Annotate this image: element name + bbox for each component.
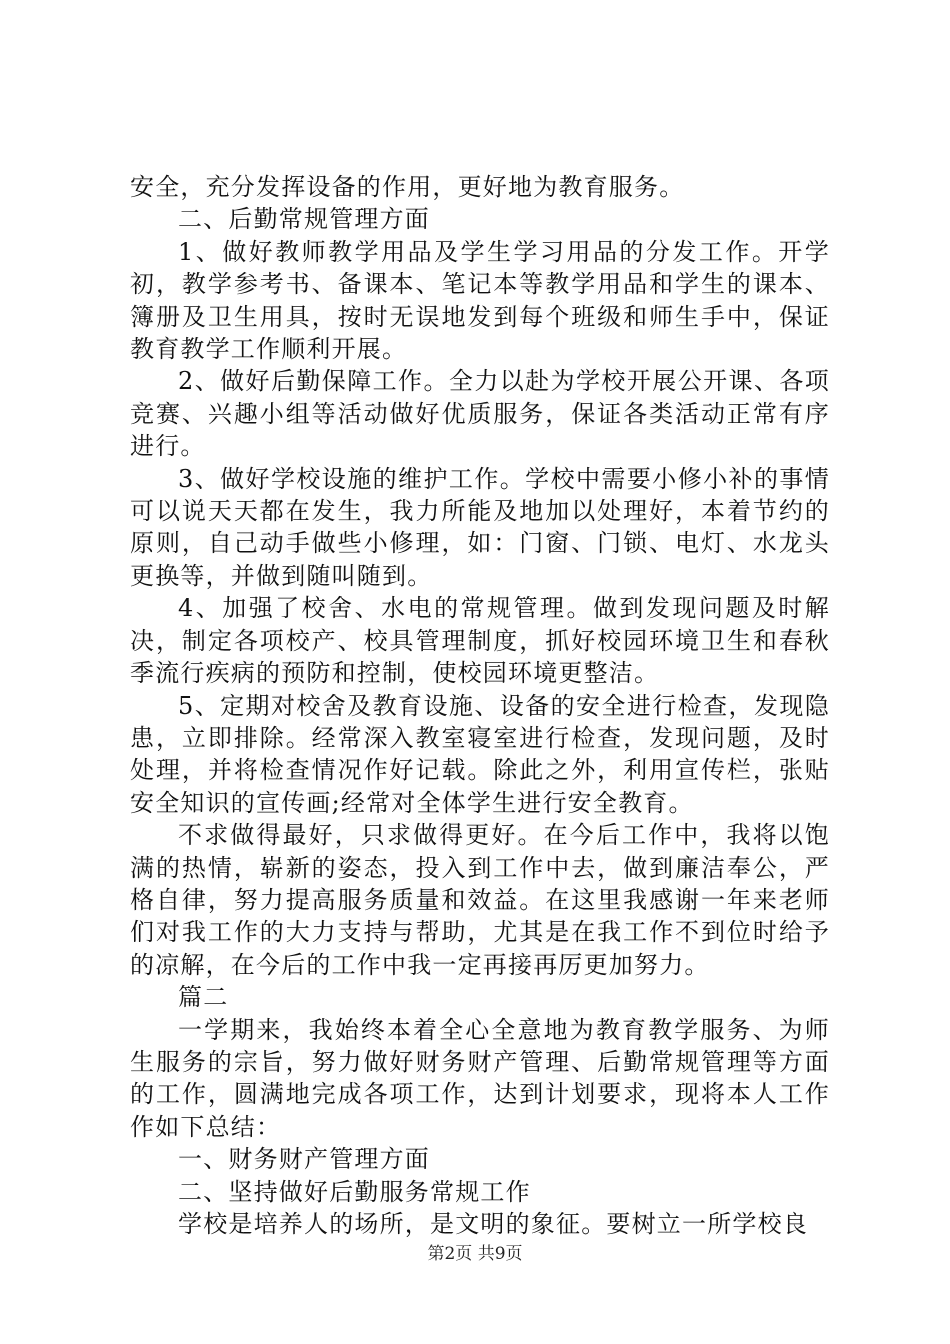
paragraph: 5、定期对校舍及教育设施、设备的安全进行检查，发现隐患，立即排除。经常深入教室寝室进行检查，发现问题，及时处理，并将检查情况作好记载。除此之外，利用宣传栏，张贴安全知识的宣传画;经常对全体学生进行安全教育。 — [130, 691, 830, 817]
section-heading: 一、财务财产管理方面 — [178, 1145, 430, 1174]
paragraph: 4、加强了校舍、水电的常规管理。做到发现问题及时解决，制定各项校产、校具管理制度，抓好校园环境卫生和春秋季流行疾病的预防和控制，使校园环境更整洁。 — [130, 594, 830, 688]
section-heading: 篇二 — [178, 983, 229, 1012]
section-heading: 二、后勤常规管理方面 — [178, 205, 430, 234]
section-heading: 二、坚持做好后勤服务常规工作 — [178, 1177, 531, 1206]
paragraph: 1、做好教师教学用品及学生学习用品的分发工作。开学初，教学参考书、备课本、笔记本等教学用品和学生的课本、簿册及卫生用具，按时无误地发到每个班级和师生手中，保证教育教学工作顺利开展。 — [130, 237, 830, 364]
paragraph: 学校是培养人的场所，是文明的象征。要树立一所学校良 — [178, 1210, 808, 1238]
paragraph: 一学期来，我始终本着全心全意地为教育教学服务、为师生服务的宗旨，努力做好财务财产管理、后勤常规管理等方面的工作，圆满地完成各项工作，达到计划要求，现将本人工作作如下总结： — [130, 1015, 830, 1141]
paragraph: 安全，充分发挥设备的作用，更好地为教育服务。 — [130, 173, 685, 201]
paragraph: 3、做好学校设施的维护工作。学校中需要小修小补的事情可以说天天都在发生，我力所能及地加以处理好，本着节约的原则，自己动手做些小修理，如：门窗、门锁、电灯、水龙头更换等，并做到随叫随到。 — [130, 464, 830, 590]
paragraph: 2、做好后勤保障工作。全力以赴为学校开展公开课、各项竞赛、兴趣小组等活动做好优质服务，保证各类活动正常有序进行。 — [130, 367, 830, 461]
page-number-footer: 第2页 共9页 — [427, 1244, 523, 1264]
document-body — [130, 171, 830, 1240]
paragraph: 不求做得最好，只求做得更好。在今后工作中，我将以饱满的热情，崭新的姿态，投入到工作中去，做到廉洁奉公，严格自律，努力提高服务质量和效益。在这里我感谢一年来老师们对我工作的大力支持与帮助，尤其是在我工作不到位时给予的凉解，在今后的工作中我一定再接再厉更加努力。 — [130, 821, 830, 979]
